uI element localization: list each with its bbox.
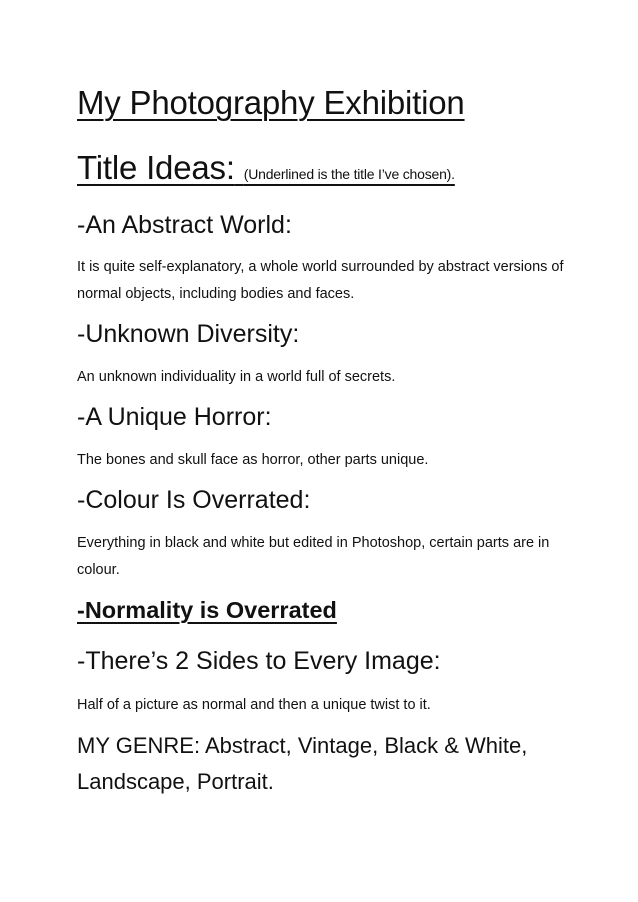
idea-description-unique-horror: The bones and skull face as horror, other parts unique. [77, 452, 429, 468]
document-subtitle [77, 148, 455, 194]
document-title [77, 83, 465, 123]
chosen-title: -Normality is Overrated [77, 597, 337, 623]
title-line-2: Title Ideas: [77, 149, 235, 186]
genre-statement: MY GENRE: Abstract, Vintage, Black & White, Landscape, Portrait. [77, 733, 528, 794]
idea-description-unknown-diversity: An unknown individuality in a world full of secrets. [77, 369, 396, 385]
idea-heading-unique-horror: -A Unique Horror: [77, 403, 272, 431]
title-line-1: My Photography Exhibition [77, 84, 465, 121]
idea-heading-abstract-world: -An Abstract World: [77, 211, 292, 239]
idea-description-colour-overrated: Everything in black and white but edited in Photoshop, certain parts are in colour. [77, 535, 550, 578]
title-note: (Underlined is the title I’ve chosen). [243, 166, 455, 182]
idea-heading-two-sides: -There’s 2 Sides to Every Image: [77, 647, 441, 675]
idea-description-two-sides: Half of a picture as normal and then a unique twist to it. [77, 697, 431, 713]
idea-heading-colour-overrated: -Colour Is Overrated: [77, 486, 311, 514]
idea-description-abstract-world: It is quite self-explanatory, a whole world surrounded by abstract versions of normal objects, including bodies and faces. [77, 259, 564, 302]
idea-heading-unknown-diversity: -Unknown Diversity: [77, 320, 300, 348]
